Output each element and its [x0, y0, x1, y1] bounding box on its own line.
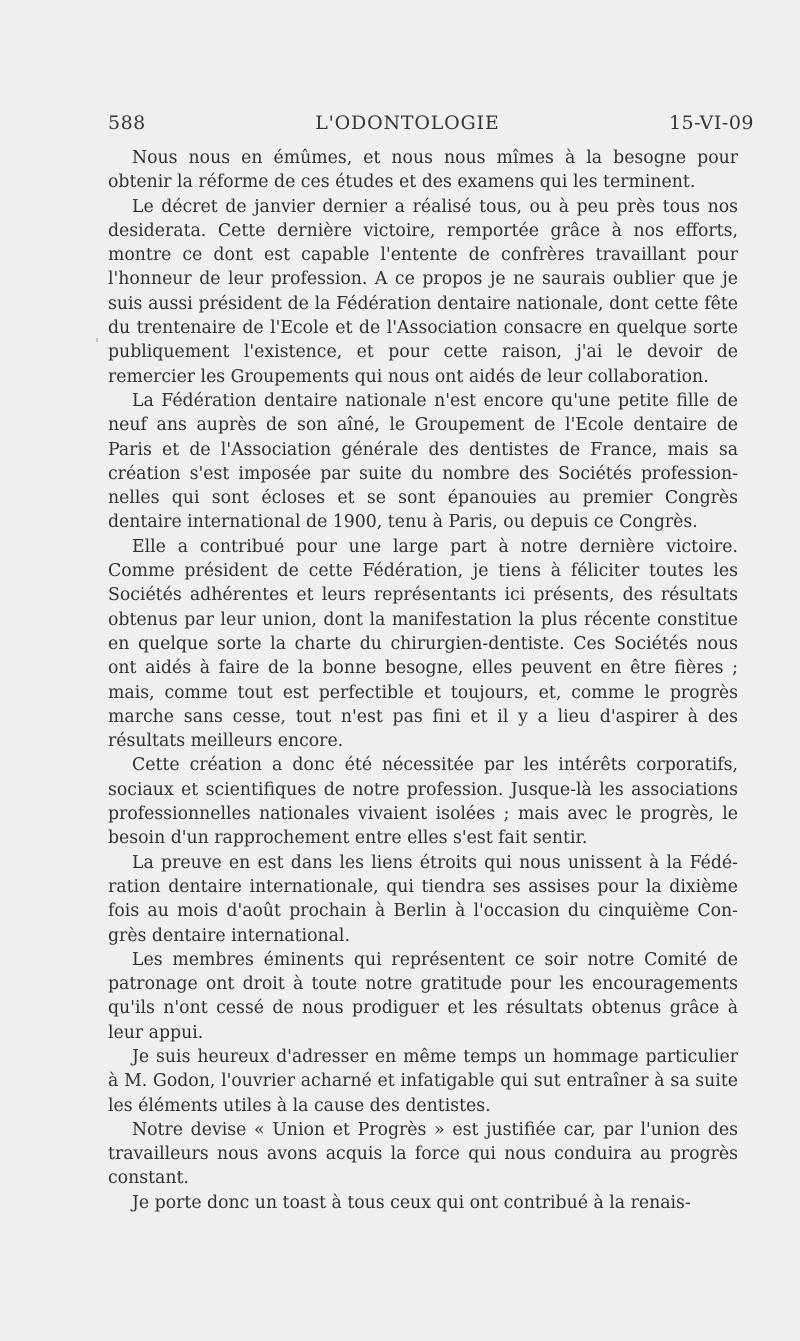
paragraph: La preuve en est dans les liens étroits qui nous unissent à la Fédération dentaire internationale, qui tiendra ses assises pour la dixième fois au mois d'août prochain à Berlin à l'occasion du cinquième Congrès dentaire international. — [108, 852, 738, 946]
paragraph: Notre devise « Union et Progrès » est justifiée car, par l'union des travailleurs nous avons acquis la force qui nous conduira au progrès constant. — [108, 1119, 738, 1189]
paragraph: Le décret de janvier dernier a réalisé tous, ou à peu près tous nos desiderata. Cette dernière victoire, remportée grâce à nos efforts, montre ce dont est capable l'entente de confrères travaillant pour l'honneur de leur profession. A ce propos je ne saurais oublier que je suis aussi président de la Fédération dentaire nationale, dont cette fête du trentenaire de l'Ecole et de l'Association consacre en quelque sorte publiquement l'existence, et pour cette raison, j'ai le devoir de remercier les Groupements qui nous ont aidés de leur collaboration. — [108, 196, 738, 387]
paragraph: Je suis heureux d'adresser en même temps un hommage particulier à M. Godon, l'ouvrier acharné et infatigable qui sut entraîner à sa suite les éléments utiles à la cause des dentistes. — [108, 1046, 738, 1116]
paragraph: La Fédération dentaire nationale n'est encore qu'une petite fille de neuf ans auprès de son aîné, le Groupement de l'Ecole dentaire de Paris et de l'Association générale des dentistes de France, mais sa création s'est imposée par suite du nombre des Sociétés professionnelles qui sont écloses et se sont épanouies au premier Congrès dentaire international de 1900, tenu à Paris, ou depuis ce Congrès. — [108, 390, 738, 533]
page-number: 588 — [108, 112, 146, 134]
paragraph: Cette création a donc été nécessitée par les intérêts corporatifs, sociaux et scientifiques de notre profession. Jusque-là les associations professionnelles nationales vivaient isolées ; mais avec le progrès, le besoin d'un rapprochement entre elles s'est fait sentir. — [108, 755, 738, 849]
paragraph: Je porte donc un toast à tous ceux qui ont contribué à la renais- — [132, 1192, 691, 1213]
running-head — [108, 112, 754, 138]
journal-title: L'ODONTOLOGIE — [315, 112, 500, 134]
body-text — [108, 146, 738, 1215]
paragraph: Nous nous en émûmes, et nous nous mîmes à la besogne pour obtenir la réforme de ces études et des examens qui les terminent. — [108, 148, 738, 193]
issue-date: 15-VI-09 — [668, 112, 754, 134]
paragraph: Elle a contribué pour une large part à notre dernière victoire. Comme président de cette Fédération, je tiens à féliciter toutes les Sociétés adhérentes et leurs représentants ici présents, des résultats obtenus par leur union, dont la manifestation la plus récente constitue en quelque sorte la charte du chirurgien-dentiste. Ces Sociétés nous ont aidés à faire de la bonne besogne, elles peuvent en être fières ; mais, comme tout est perfectible et toujours, et, comme le progrès marche sans cesse, tout n'est pas fini et il y a lieu d'aspirer à des résultats meilleurs encore. — [108, 536, 738, 752]
margin-mark — [96, 338, 98, 342]
paragraph: Les membres éminents qui représentent ce soir notre Comité de patronage ont droit à toute notre gratitude pour les encouragements qu'ils n'ont cessé de nous prodiguer et les résultats obtenus grâce à leur appui. — [108, 949, 738, 1043]
